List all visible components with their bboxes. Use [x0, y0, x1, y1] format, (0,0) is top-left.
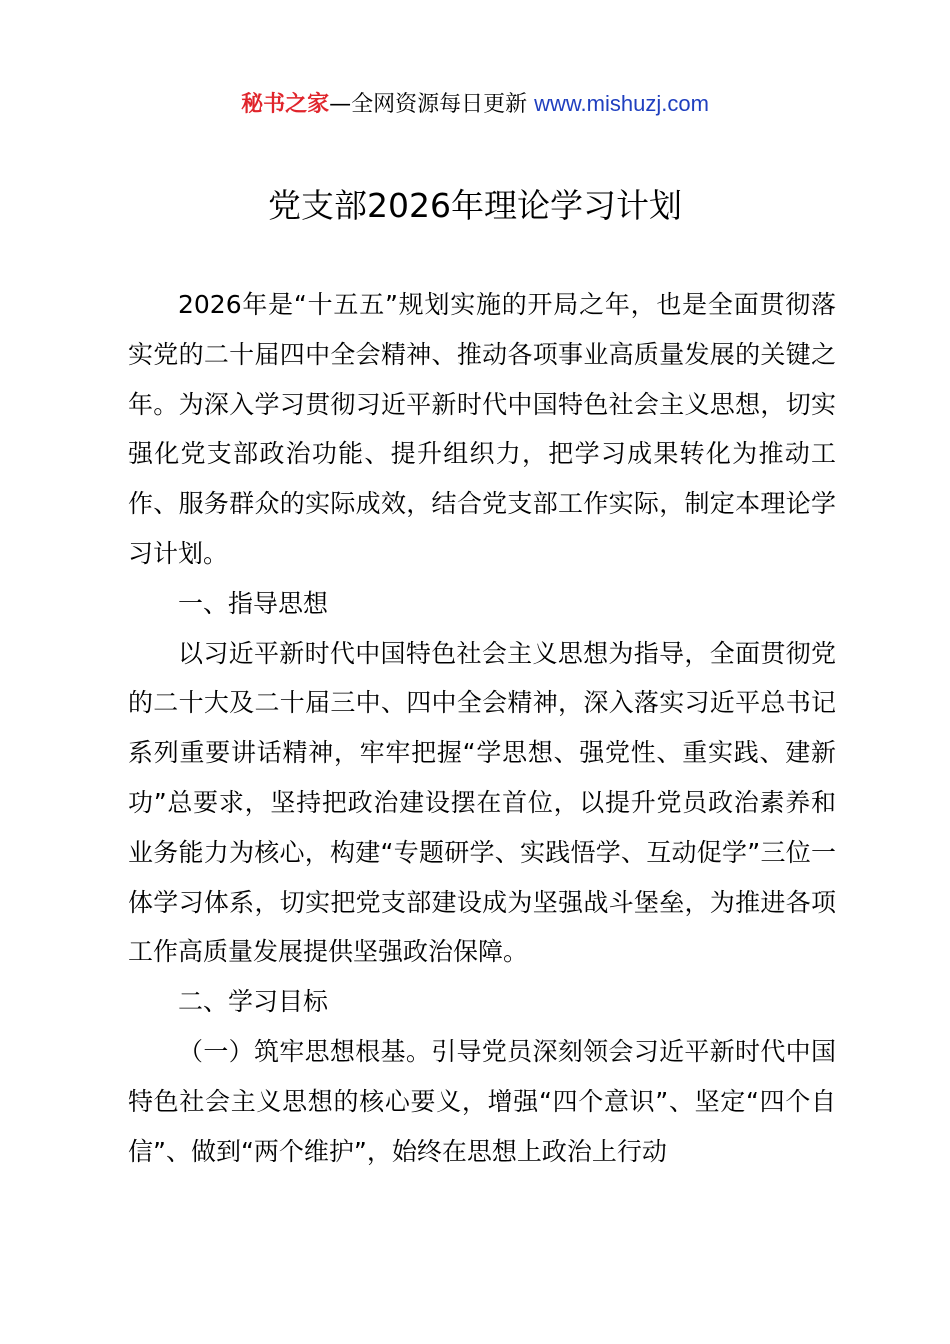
section-heading-learning-goals: 二、学习目标: [178, 987, 329, 1017]
site-brand: 秘书之家: [241, 92, 330, 117]
section-heading-guiding-ideology: 一、指导思想: [178, 588, 329, 618]
site-header: [0, 88, 950, 121]
guiding-ideology-paragraph: 以习近平新时代中国特色社会主义思想为指导，全面贯彻党的二十大及二十届三中、四中全会精神，深入落实习近平总书记系列重要讲话精神，牢牢把握“学思想、强党性、重实践、建新功”总要求，坚持把政治建设摆在首位，以提升党员政治素养和业务能力为核心，构建“专题研学、实践悟学、互动促学”三位一体学习体系，切实把党支部建设成为坚强战斗堡垒，为推进各项工作高质量发展提供坚强政治保障。: [128, 638, 836, 967]
learning-goal-paragraph: （一）筑牢思想根基。引导党员深刻领会习近平新时代中国特色社会主义思想的核心要义，增强“四个意识”、坚定“四个自信”、做到“两个维护”，始终在思想上政治上行动: [128, 1036, 836, 1166]
site-url-link[interactable]: www.mishuzj.com: [534, 91, 709, 116]
intro-paragraph: 2026年是“十五五”规划实施的开局之年，也是全面贯彻落实党的二十届四中全会精神、推动各项事业高质量发展的关键之年。为深入学习贯彻习近平新时代中国特色社会主义思想，切实强化党支部政治功能、提升组织力，把学习成果转化为推动工作、服务群众的实际成效，结合党支部工作实际，制定本理论学习计划。: [128, 290, 836, 568]
document-body: [128, 280, 836, 1176]
document-title: 党支部2026年理论学习计划: [268, 186, 682, 225]
site-slogan: —全网资源每日更新: [329, 92, 535, 117]
